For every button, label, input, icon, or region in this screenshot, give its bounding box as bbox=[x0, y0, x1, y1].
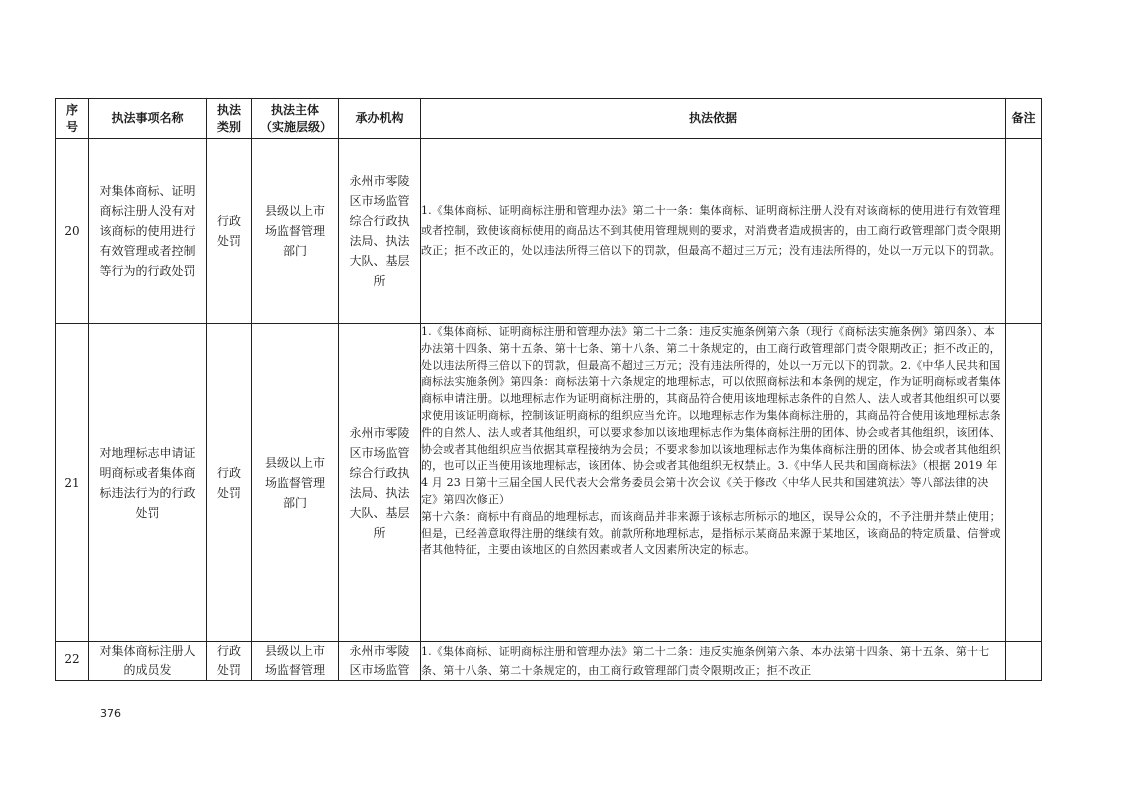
header-name: 执法事项名称 bbox=[89, 99, 207, 139]
table-row bbox=[56, 139, 1042, 324]
cell-subject: 县级以上市场监督管理 bbox=[252, 642, 339, 681]
table-row bbox=[56, 642, 1042, 681]
cell-item-name: 对集体商标注册人的成员发 bbox=[89, 642, 207, 681]
cell-subject: 县级以上市场监督管理部门 bbox=[252, 139, 339, 324]
header-subject: 执法主体（实施层级） bbox=[252, 99, 339, 139]
header-remark: 备注 bbox=[1006, 99, 1042, 139]
cell-seq: 21 bbox=[56, 324, 89, 642]
table-header-row bbox=[56, 99, 1042, 139]
cell-seq: 22 bbox=[56, 642, 89, 681]
cell-agency: 永州市零陵区市场监管综合行政执法局、执法大队、基层所 bbox=[339, 324, 421, 642]
cell-agency: 永州市零陵区市场监管综合行政执法局、执法大队、基层所 bbox=[339, 139, 421, 324]
regulation-table-sheet bbox=[55, 98, 1041, 681]
cell-remark bbox=[1006, 139, 1042, 324]
cell-subject: 县级以上市场监督管理部门 bbox=[252, 324, 339, 642]
cell-item-name: 对集体商标、证明商标注册人没有对该商标的使用进行有效管理或者控制等行为的行政处罚 bbox=[89, 139, 207, 324]
cell-basis: 1.《集体商标、证明商标注册和管理办法》第二十二条：违反实施条例第六条、本办法第十四条、第十五条、第十七条、第十八条、第二十条规定的，由工商行政管理部门责令限期改正；拒不改正 bbox=[421, 642, 1006, 681]
header-basis: 执法依据 bbox=[421, 99, 1006, 139]
page-number: 376 bbox=[100, 707, 121, 720]
cell-category: 行政处罚 bbox=[207, 324, 252, 642]
cell-category: 行政处罚 bbox=[207, 642, 252, 681]
header-category: 执法类别 bbox=[207, 99, 252, 139]
cell-seq: 20 bbox=[56, 139, 89, 324]
cell-item-name: 对地理标志申请证明商标或者集体商标违法行为的行政处罚 bbox=[89, 324, 207, 642]
enforcement-items-table bbox=[55, 98, 1042, 681]
basis-paragraph-extra: 第十六条：商标中有商品的地理标志，而该商品并非来源于该标志所标示的地区，误导公众的，不予注册并禁止使用；但是，已经善意取得注册的继续有效。前款所称地理标志，是指标示某商品来源于某地区，该商品的特定质量、信誉或者其他特征，主要由该地区的自然因素或者人文因素所决定的标志。 bbox=[421, 509, 1001, 557]
cell-basis: 1.《集体商标、证明商标注册和管理办法》第二十一条：集体商标、证明商标注册人没有对该商标的使用进行有效管理或者控制，致使该商标使用的商品达不到其使用管理规则的要求，对消费者造成损害的，由工商行政管理部门责令限期改正；拒不改正的，处以违法所得三倍以下的罚款，但最高不超过三万元；没有违法所得的，处以一万元以下的罚款。 bbox=[421, 139, 1006, 324]
header-agency: 承办机构 bbox=[339, 99, 421, 139]
table-row bbox=[56, 324, 1042, 642]
cell-agency: 永州市零陵区市场监管 bbox=[339, 642, 421, 681]
cell-basis bbox=[421, 324, 1006, 642]
header-seq: 序号 bbox=[56, 99, 89, 139]
cell-remark bbox=[1006, 324, 1042, 642]
basis-paragraph: 1.《集体商标、证明商标注册和管理办法》第二十二条：违反实施条例第六条（现行《商标法实施条例》第四条）、本办法第十四条、第十五条、第十七条、第十八条、第二十条规定的，由工商行政管理部门责令限期改正；拒不改正的，处以违法所得三倍以下的罚款，但最高不超过三万元；没有违法所得的，处以一万元以下的罚款。2.《中华人民共和国商标法实施条例》第四条：商标法第十六条规定的地理标志，可以依照商标法和本条例的规定，作为证明商标或者集体商标申请注册。以地理标志作为证明商标注册的，其商品符合使用该地理标志条件的自然人、法人或者其他组织可以要求使用该证明商标，控制该证明商标的组织应当允许。以地理标志作为集体商标注册的，其商品符合使用该地理标志条件的自然人、法人或者其他组织，可以要求参加以该地理标志作为集体商标注册的团体、协会或者其他组织，该团体、协会或者其他组织应当依据其章程接纳为会员；不要求参加以该地理标志作为集体商标注册的团体、协会或者其他组织的，也可以正当使用该地理标志，该团体、协会或者其他组织无权禁止。3.《中华人民共和国商标法》（根据 2019 年 4 月 23 日第十三届全国人民代表大会常务委员会第十次会议《关于修改〈中华人民共和国建筑法〉等八部法律的决定》第四次修正） bbox=[421, 325, 1001, 506]
cell-category: 行政处罚 bbox=[207, 139, 252, 324]
cell-remark bbox=[1006, 642, 1042, 681]
